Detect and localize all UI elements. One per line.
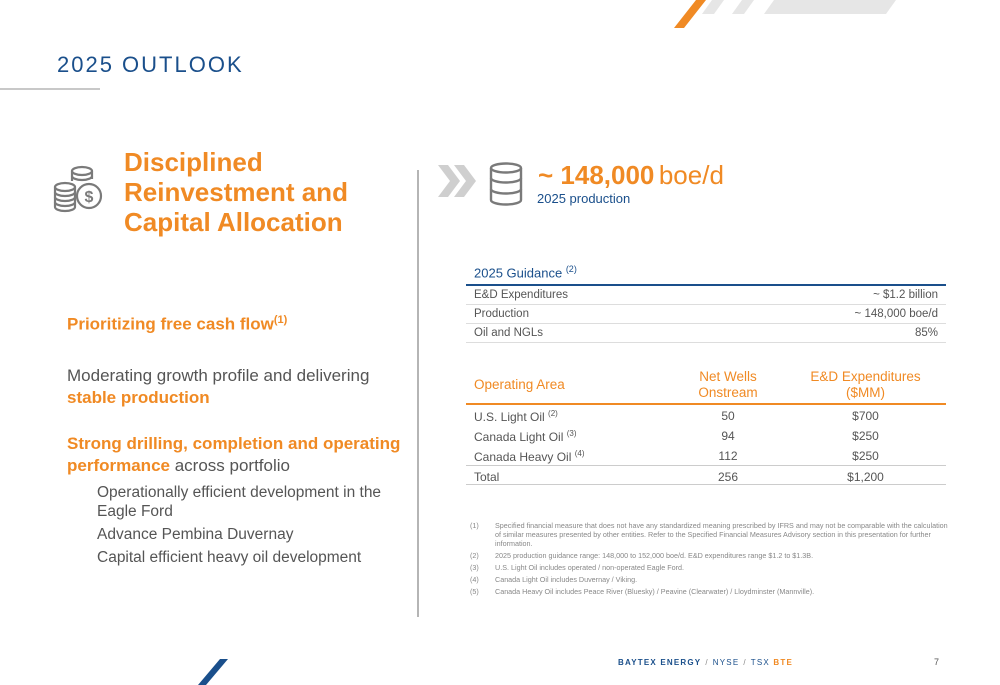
chevron-double-right-icon: [438, 165, 478, 197]
bullet-performance: Strong drilling, completion and operating performance across portfolio: [67, 433, 401, 475]
bottom-decoration: [190, 655, 250, 685]
footer-brand: BAYTEX ENERGY / NYSE / TSX BTE: [618, 658, 794, 667]
footnote: (1) Specified financial measure that does not have any standardized meaning prescribed by IFRS and may not be comparable with the calculation of similar measures presented by other entities. Refer to the Specified Financial Measures Advisory section in this presentation for further information.: [470, 521, 948, 548]
column-divider: [417, 170, 419, 617]
page-number: 7: [934, 657, 940, 667]
guidance-row: Production ~ 148,000 boe/d: [466, 305, 946, 324]
svg-text:$: $: [84, 189, 94, 206]
table-row: Canada Heavy Oil $^{(4)}$ 112 $250: [474, 449, 879, 464]
sub-bullet: Operationally efficient development in the Eagle Ford: [97, 483, 382, 520]
table-header: Operating Area Net Wells Onstream E&D Expenditures ($MM): [474, 369, 921, 400]
footnotes: [470, 521, 950, 599]
table-row: U.S. Light Oil $^{(2)}$ 50 $700: [474, 409, 879, 424]
guidance-row: Oil and NGLs 85%: [466, 324, 946, 343]
operating-area-table: [466, 369, 946, 485]
production-label: 2025 production: [537, 191, 631, 206]
sub-bullet: Capital efficient heavy oil development: [97, 548, 362, 566]
oil-barrel-icon: [488, 162, 524, 206]
bullet-list: [67, 314, 412, 567]
guidance-row: E&D Expenditures ~ $1.2 billion: [466, 286, 946, 305]
table-row: Canada Light Oil $^{(3)}$ 94 $250: [474, 429, 879, 444]
production-value: ~ 148,000 boe/d: [538, 160, 724, 190]
page-title: 2025 OUTLOOK: [57, 52, 244, 77]
footnote: (3) U.S. Light Oil includes operated / non-operated Eagle Ford.: [470, 563, 684, 572]
footnote: (2) 2025 production guidance range: 148,000 to 152,000 boe/d. E&D expenditures range $1.2 to $1.3B.: [470, 551, 814, 560]
title-underline: [0, 88, 100, 90]
money-coins-icon: [52, 165, 106, 213]
bullet-free-cash-flow: Prioritizing free cash flow$^{(1)}$: [67, 314, 288, 334]
section-headline: Disciplined Reinvestment and Capital Allocation: [124, 147, 348, 237]
table-total-row: Total 256 $1,200: [466, 465, 946, 485]
sub-bullet: Advance Pembina Duvernay: [97, 525, 294, 543]
bullet-growth-profile: Moderating growth profile and delivering stable production: [67, 365, 370, 407]
footnote: (5) Canada Heavy Oil includes Peace River (Bluesky) / Peavine (Clearwater) / Lloydminster (Mannville).: [470, 587, 815, 596]
top-decoration: [660, 0, 1000, 28]
footnote: (4) Canada Light Oil includes Duvernay / Viking.: [470, 575, 638, 584]
guidance-title: 2025 Guidance $^{(2)}$: [474, 264, 577, 281]
